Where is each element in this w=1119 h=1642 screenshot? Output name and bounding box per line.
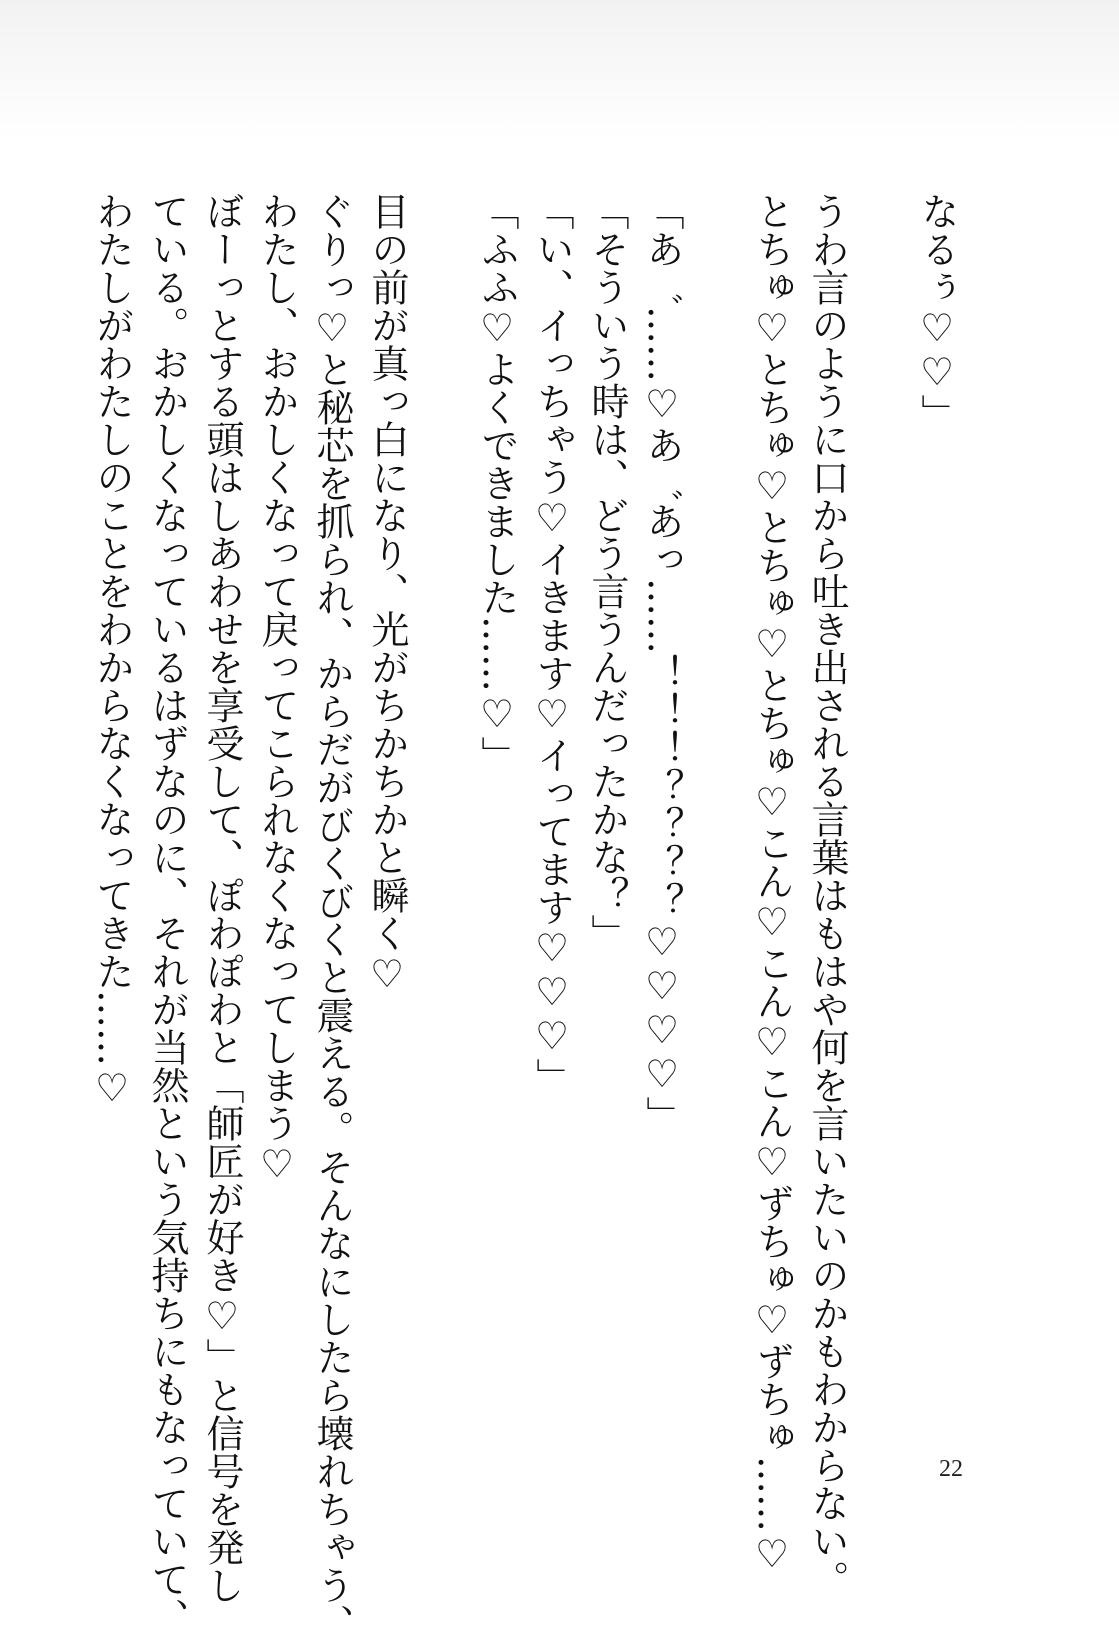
text-line: 「そういう時は、どう言うんだったかな？」 [585,192,629,952]
scan-shadow [0,0,1119,140]
text-line: 「あ゛……♡あ゛あっ……！！！？？？？♡♡♡♡」 [640,192,684,1134]
page-number: 22 [939,1456,963,1482]
text-line: なるぅ♡♡」 [915,192,959,432]
blank-line [854,192,909,1442]
text-line: わたし、おかしくなって戻ってこられなくなってしまう♡ [255,192,299,1186]
text-line: とちゅ♡とちゅ♡とちゅ♡とちゅ♡こん♡こん♡こん♡ずちゅ♡ずちゅ……♡ [750,192,794,1576]
text-line: うわ言のように口から吐き出される言葉はもはや何を言いたいのかもわからない。 [805,192,849,1598]
text-line: ぐりっ♡と秘芯を抓られ、からだがびくびくと震える。そんなにしたら壊れちゃう、 [310,192,354,1642]
text-line: 「い、イっちゃう♡イきます♡イってます♡♡♡」 [530,192,574,1096]
blank-line [689,192,744,1442]
text-line: ぼーっとする頭はしあわせを享受して、ぽわぽわと「師匠が好き♡」と信号を発し [200,192,244,1604]
text-line: ている。おかしくなっているはずなのに、それが当然という気持ちにもなっていて、 [145,192,189,1636]
text-line: わたしがわたしのことをわからなくなってきた……♡ [90,192,134,1110]
text-line: 「ふふ♡よくできました……♡」 [475,192,519,774]
blank-line [414,192,469,1442]
text-line: 目の前が真っ白になり、光がちかちかと瞬く♡ [365,192,409,996]
